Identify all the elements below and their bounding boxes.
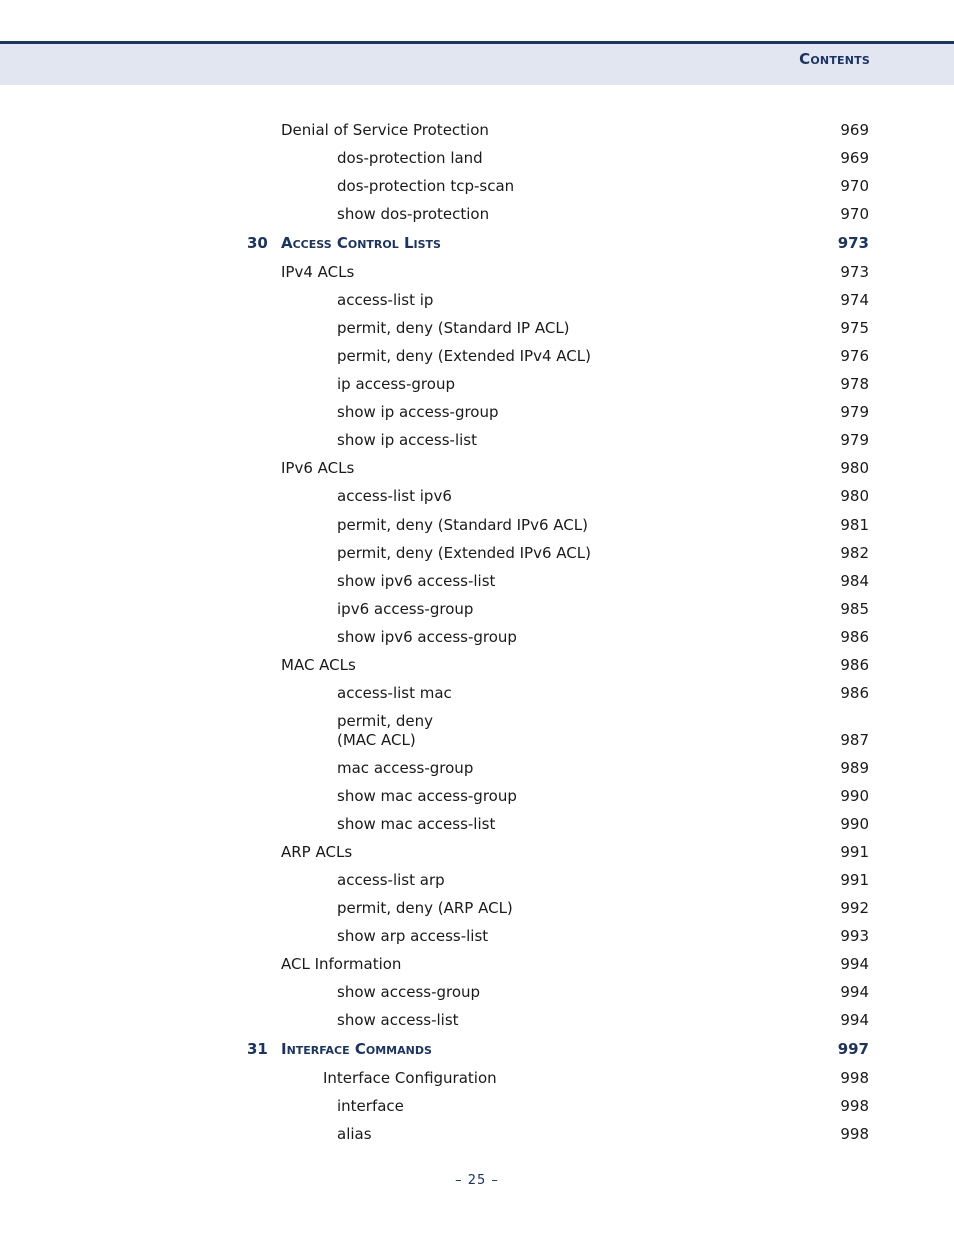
toc-page-number[interactable]: 973	[840, 263, 869, 281]
chapter-number: 31	[247, 1040, 268, 1058]
toc-entry-label: show dos-protection	[337, 205, 490, 223]
chapter-number: 30	[247, 234, 268, 252]
toc-page-number[interactable]: 969	[840, 149, 869, 167]
toc-page-number[interactable]: 984	[840, 572, 869, 590]
toc-entry-label: interface	[337, 1097, 404, 1115]
toc-entry-label: show ip access-group	[337, 403, 499, 421]
toc-entry-label: show mac access-list	[337, 815, 496, 833]
toc-entry-label: access-list arp	[337, 871, 445, 889]
toc-page-number[interactable]: 982	[840, 544, 869, 562]
toc-page-number[interactable]: 986	[840, 628, 869, 646]
toc-entry-label: access-list ipv6	[337, 487, 452, 505]
toc-entry-label: permit, deny (Extended IPv4 ACL)	[337, 347, 591, 365]
toc-entry-label: ARP ACLs	[281, 843, 353, 861]
toc-entry-label: Denial of Service Protection	[281, 121, 489, 139]
toc-entry-label: Interface Configuration	[323, 1069, 497, 1087]
toc-entry-label: Access Control Lists	[281, 234, 441, 252]
running-header-title: Contents	[799, 50, 870, 68]
toc-page-number[interactable]: 980	[840, 459, 869, 477]
toc-page-number[interactable]: 997	[837, 1040, 869, 1058]
toc-entry-label: permit, deny (ARP ACL)	[337, 899, 513, 917]
toc-page-number[interactable]: 985	[840, 600, 869, 618]
toc-entry-label: IPv4 ACLs	[281, 263, 355, 281]
toc-entry-label: permit, deny	[337, 712, 433, 730]
toc-entry-label: ipv6 access-group	[337, 600, 474, 618]
page-number-footer: – 25 –	[455, 1173, 499, 1188]
toc-page-number[interactable]: 969	[840, 121, 869, 139]
toc-entry-label: ACL Information	[281, 955, 402, 973]
toc-page-number[interactable]: 979	[840, 431, 869, 449]
toc-page-number[interactable]: 993	[840, 927, 869, 945]
toc-page-number[interactable]: 981	[840, 516, 869, 534]
toc-entry-label: dos-protection tcp-scan	[337, 177, 515, 195]
toc-entry-label: mac access-group	[337, 759, 474, 777]
toc-page-number[interactable]: 970	[840, 177, 869, 195]
toc-entry-label: IPv6 ACLs	[281, 459, 355, 477]
toc-page-number[interactable]: 998	[840, 1069, 869, 1087]
toc-page-number[interactable]: 998	[840, 1097, 869, 1115]
toc-entry-label: dos-protection land	[337, 149, 483, 167]
toc-page-number[interactable]: 990	[840, 815, 869, 833]
toc-entry-label: alias	[337, 1125, 372, 1143]
toc-entry-label: access-list mac	[337, 684, 452, 702]
toc-entry-label-continued: (MAC ACL)	[337, 731, 416, 749]
toc-page-number[interactable]: 980	[840, 487, 869, 505]
toc-page-number[interactable]: 975	[840, 319, 869, 337]
toc-entry-label: permit, deny (Standard IPv6 ACL)	[337, 516, 588, 534]
toc-entry-label: MAC ACLs	[281, 656, 356, 674]
toc-page-number[interactable]: 986	[840, 684, 869, 702]
toc-page-number[interactable]: 989	[840, 759, 869, 777]
toc-page-number[interactable]: 986	[840, 656, 869, 674]
toc-entry-label: show access-list	[337, 1011, 459, 1029]
toc-page-number[interactable]: 978	[840, 375, 869, 393]
toc-entry-label: Interface Commands	[281, 1040, 432, 1058]
toc-page-number[interactable]: 994	[840, 983, 869, 1001]
toc-entry-label: show mac access-group	[337, 787, 517, 805]
toc-page-number[interactable]: 992	[840, 899, 869, 917]
toc-page-number[interactable]: 998	[840, 1125, 869, 1143]
toc-page-number[interactable]: 974	[840, 291, 869, 309]
toc-page-number[interactable]: 973	[837, 234, 869, 252]
toc-page-number[interactable]: 990	[840, 787, 869, 805]
toc-entry-label: show access-group	[337, 983, 481, 1001]
toc-page-number[interactable]: 987	[840, 731, 869, 749]
toc-page-number[interactable]: 994	[840, 1011, 869, 1029]
toc-page-number[interactable]: 994	[840, 955, 869, 973]
toc-entry-label: ip access-group	[337, 375, 455, 393]
toc-page-number[interactable]: 979	[840, 403, 869, 421]
toc-page-number[interactable]: 970	[840, 205, 869, 223]
toc-entry-label: show ipv6 access-list	[337, 572, 496, 590]
toc-entry-label: show ipv6 access-group	[337, 628, 517, 646]
toc-page-number[interactable]: 991	[840, 871, 869, 889]
toc-entry-label: access-list ip	[337, 291, 434, 309]
toc-entry-label: show arp access-list	[337, 927, 489, 945]
toc-entry-label: permit, deny (Extended IPv6 ACL)	[337, 544, 591, 562]
toc-page-number[interactable]: 976	[840, 347, 869, 365]
toc-entry-label: show ip access-list	[337, 431, 477, 449]
toc-entry-label: permit, deny (Standard IP ACL)	[337, 319, 570, 337]
toc-page-number[interactable]: 991	[840, 843, 869, 861]
